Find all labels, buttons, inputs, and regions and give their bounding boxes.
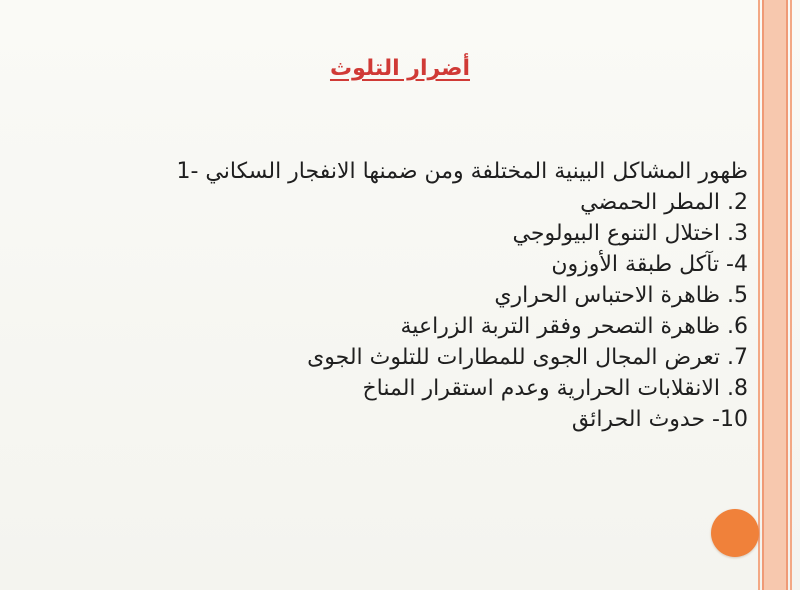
decorative-stripe <box>758 0 760 590</box>
list-item: 8. الانقلابات الحرارية وعدم استقرار المناخ <box>362 376 748 401</box>
list-item: 3. اختلال التنوع البيولوجي <box>512 221 748 246</box>
list-item: 7. تعرض المجال الجوى للمطارات للتلوث الجوى <box>307 345 748 370</box>
list-item: ظهور المشاكل البينية المختلفة ومن ضمنها الانفجار السكاني -1 <box>176 159 748 184</box>
list-item: 5. ظاهرة الاحتباس الحراري <box>494 283 748 308</box>
slide-title: أضرار التلوث <box>329 56 470 81</box>
damage-list <box>28 156 748 435</box>
decorative-stripe <box>790 0 792 590</box>
list-item: 4- تآكل طبقة الأوزون <box>551 252 748 277</box>
orange-circle-decoration <box>711 509 759 557</box>
list-item: 6. ظاهرة التصحر وفقر التربة الزراعية <box>400 314 748 339</box>
list-item: 2. المطر الحمضي <box>580 190 748 215</box>
decorative-stripe <box>762 0 788 590</box>
list-item: 10- حدوث الحرائق <box>571 407 748 432</box>
